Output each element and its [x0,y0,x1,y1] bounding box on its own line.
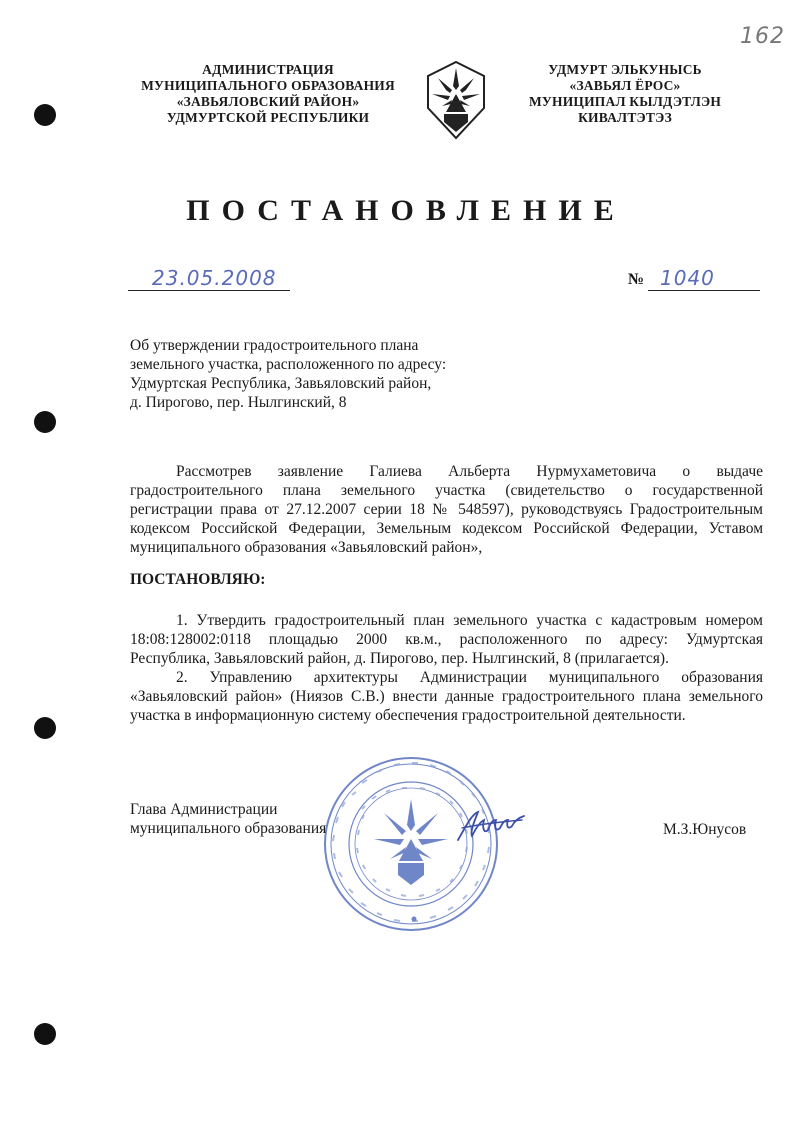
number-underline [648,290,760,291]
subject-line: д. Пирогово, пер. Нылгинский, 8 [130,394,347,411]
header-left-line: «ЗАВЬЯЛОВСКИЙ РАЙОН» [176,94,360,109]
document-subject [130,336,490,412]
subject-line: Удмуртская Республика, Завьяловский район, [130,375,432,392]
handwritten-signature [452,806,528,846]
preamble-paragraph [130,462,763,557]
punch-hole-3 [34,717,56,739]
item-line: «Завьяловский район» (Ниязов С.В.) внести данные градостроительного плана земельного [130,688,763,705]
signatory-name: М.З.Юнусов [663,821,747,838]
decree-item-1 [130,611,763,668]
header-left-line: УДМУРТСКОЙ РЕСПУБЛИКИ [166,110,370,125]
preamble-line: кодексом Российской Федерации, Земельным кодексом Российской Федерации, Уставом [130,520,763,537]
header-right-block [520,62,730,126]
number-label: № [628,271,645,288]
header-right-line: КИВАЛТЭТЭЗ [578,110,672,125]
subject-line: Об утверждении градостроительного плана [130,337,419,354]
punch-hole-4 [34,1023,56,1045]
header-right-line: «ЗАВЬЯЛ ЁРОС» [569,78,681,93]
item-line: 1. Утвердить градостроительный план земельного участка с кадастровым номером [176,612,763,629]
item-line: 2. Управлению архитектуры Администрации муниципального образования [176,669,763,686]
preamble-line: градостроительного плана земельного участка (свидетельство о государственной [130,482,763,499]
subject-line: земельного участка, расположенного по адресу: [130,356,447,373]
punch-hole-1 [34,104,56,126]
decree-heading: ПОСТАНОВЛЯЮ: [130,571,266,588]
header-left-line: АДМИНИСТРАЦИЯ [202,62,334,77]
header-right-line: УДМУРТ ЭЛЬКУНЫСЬ [548,62,702,77]
punch-hole-2 [34,411,56,433]
header-right-line: МУНИЦИПАЛ КЫЛДЭТЛЭН [528,94,722,109]
item-line: 18:08:128002:0118 площадью 2000 кв.м., расположенного по адресу: Удмуртская [130,631,763,648]
decree-item-2 [130,668,763,725]
item-line: участка в информационную систему обеспечения градостроительной деятельности. [130,707,686,724]
signatory-title-line: Глава Администрации [130,801,278,818]
header-left-line: МУНИЦИПАЛЬНОГО ОБРАЗОВАНИЯ [141,78,395,93]
preamble-line: Рассмотрев заявление Галиева Альберта Нурмухаметовича о выдаче [176,463,763,480]
document-title: ПОСТАНОВЛЕНИЕ [186,194,626,227]
preamble-line: регистрации права от 27.12.2007 серии 18 № 548597), руководствуясь Градостроительным [130,501,763,518]
document-number: 1040 [660,266,715,290]
preamble-line: муниципального образования «Завьяловский район», [130,539,483,556]
signatory-title [130,800,326,838]
date-underline [128,290,290,291]
archive-page-mark: 162 [740,24,785,49]
document-date: 23.05.2008 [152,266,277,290]
item-line: Республика, Завьяловский район, д. Пирогово, пер. Нылгинский, 8 (прилагается). [130,650,669,667]
signatory-title-line: муниципального образования [130,820,327,837]
district-emblem-icon [418,60,494,140]
header-left-block [128,62,408,126]
